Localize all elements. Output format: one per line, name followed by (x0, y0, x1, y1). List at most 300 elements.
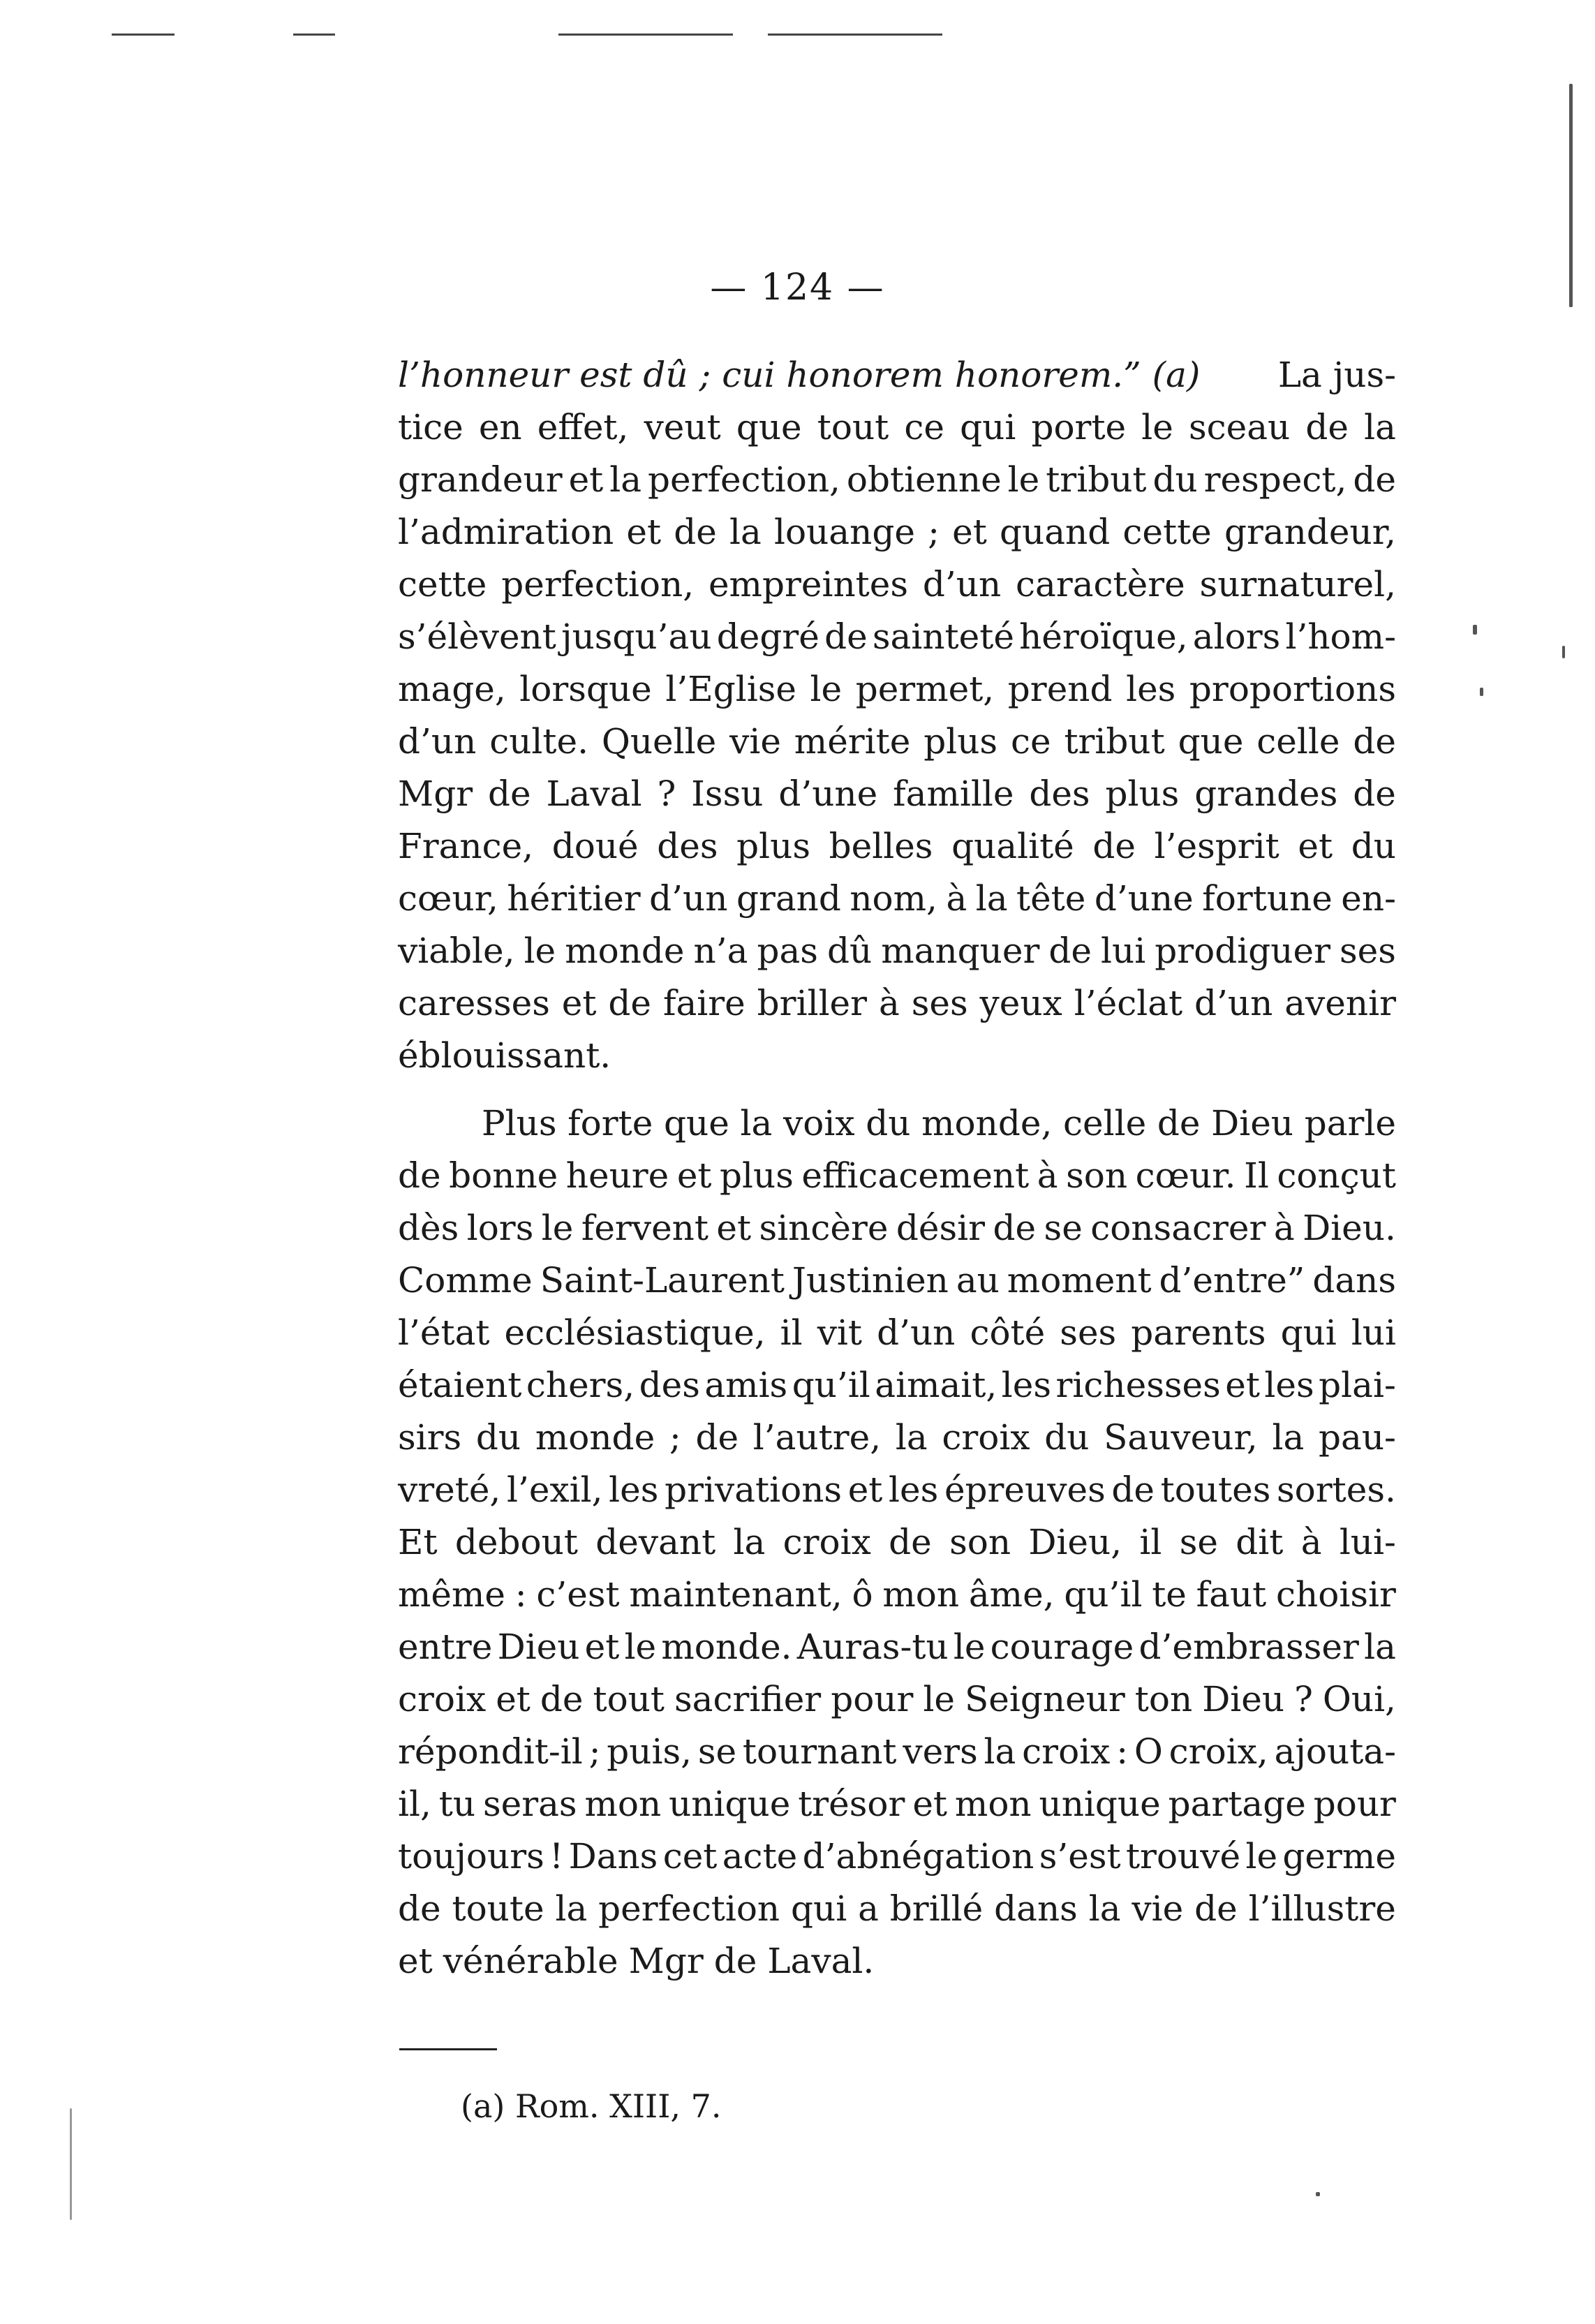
footnote-rule (399, 2048, 497, 2050)
word: du (1152, 459, 1198, 500)
word: l’autre, (752, 1417, 882, 1458)
text-line (398, 1412, 1396, 1464)
text-line (398, 1097, 1396, 1150)
word: n’a (693, 931, 748, 971)
word: s’élèvent (398, 616, 556, 657)
text-line (398, 1830, 1396, 1883)
word: ce (904, 407, 944, 447)
word: manquer (881, 931, 1040, 971)
word: lorsque (519, 669, 652, 709)
word: la (733, 1522, 766, 1562)
word: Il (1244, 1155, 1269, 1196)
word: l’Eglise (665, 669, 796, 709)
scan-speck (1562, 646, 1565, 658)
text-line (398, 611, 1396, 663)
word: et (1225, 1365, 1260, 1405)
paragraph-1 (398, 401, 1396, 1082)
word: et (398, 1941, 433, 1981)
word: du (475, 1417, 521, 1458)
word: Dieu (497, 1627, 580, 1667)
word: dès (398, 1208, 459, 1248)
word: te (1152, 1574, 1187, 1615)
word: vénérable (443, 1941, 618, 1981)
word: se (697, 1731, 737, 1772)
word: croix, (1169, 1731, 1268, 1772)
word: Mgr (398, 774, 473, 814)
word: viable, (398, 931, 515, 971)
word: unique (1039, 1784, 1161, 1824)
scan-speck (1316, 2192, 1320, 2196)
word: fervent (581, 1208, 709, 1248)
word: que (1178, 721, 1244, 762)
word: richesses (1055, 1365, 1221, 1405)
word: son (1066, 1155, 1128, 1196)
word: croix (942, 1417, 1030, 1458)
word: croix (782, 1522, 871, 1562)
word: d’un (649, 878, 728, 919)
word: les (1001, 1365, 1052, 1405)
word: conçut (1277, 1155, 1396, 1196)
word: le (624, 1627, 657, 1667)
word: cet (662, 1836, 718, 1877)
scan-edge-rule (768, 34, 942, 36)
word: effet, (537, 407, 629, 447)
word: et (1298, 826, 1333, 866)
word: perfection, (648, 459, 840, 500)
word: en- (1341, 878, 1396, 919)
word: pau- (1319, 1417, 1396, 1458)
word: dans (994, 1888, 1078, 1929)
word: d’abnégation (802, 1836, 1034, 1877)
word: Dieu, (1028, 1522, 1122, 1562)
word: ses (1340, 931, 1396, 971)
word: et (626, 512, 662, 552)
word: au (956, 1260, 1000, 1301)
word: de (1194, 1888, 1238, 1929)
word: la (555, 1888, 588, 1929)
word: héroïque, (1019, 616, 1188, 657)
word: parents (1131, 1312, 1266, 1353)
word: trouvé (1125, 1836, 1241, 1877)
word: et (561, 983, 597, 1023)
word: et (847, 1470, 883, 1510)
word: c’est (536, 1574, 620, 1615)
word: les (889, 1470, 939, 1510)
word: ; (928, 512, 940, 552)
word: Dans (568, 1836, 658, 1877)
text-line (398, 1150, 1396, 1202)
word: de (1353, 721, 1396, 762)
word: avenir (1284, 983, 1396, 1023)
word: plus (720, 1155, 794, 1196)
word: mon (882, 1574, 960, 1615)
footnote: (a) Rom. XIII, 7. (461, 2087, 722, 2125)
word: tribut (1046, 459, 1147, 500)
word: de (1048, 931, 1092, 971)
word: belles (829, 826, 933, 866)
word: perfection (598, 1888, 780, 1929)
word: de (1353, 774, 1396, 814)
word: les (1264, 1365, 1314, 1405)
word: le (1141, 407, 1173, 447)
word: yeux (979, 983, 1062, 1023)
word: ses (911, 983, 968, 1023)
word: a (858, 1888, 879, 1929)
paragraph-gap (398, 1082, 1396, 1097)
word: Mgr (628, 1941, 704, 1981)
word: pour (831, 1679, 914, 1719)
word: choisir (1276, 1574, 1396, 1615)
text-line (398, 1030, 1396, 1082)
word: tribut (1064, 721, 1165, 762)
word: et (568, 459, 604, 500)
word: que (664, 1103, 729, 1144)
word: cette (398, 564, 487, 605)
word: sacrifier (674, 1679, 822, 1719)
text-line (398, 558, 1396, 611)
word: et (912, 1784, 948, 1824)
word: grandes (1194, 774, 1338, 814)
word: l’illustre (1248, 1888, 1396, 1929)
word: cœur. (1135, 1155, 1236, 1196)
word: le (810, 669, 843, 709)
word: et (952, 512, 987, 552)
word: d’un (1194, 983, 1273, 1023)
word: mérite (794, 721, 911, 762)
word: voix (783, 1103, 855, 1144)
text-line (398, 1464, 1396, 1516)
word: la (729, 512, 762, 552)
word: chers, (526, 1365, 635, 1405)
word: grandeur, (1224, 512, 1396, 552)
word: ton (1134, 1679, 1193, 1719)
word: faut (1196, 1574, 1267, 1615)
word: et (584, 1627, 620, 1667)
word: faire (662, 983, 745, 1023)
word: ce (1010, 721, 1051, 762)
word: des (1029, 774, 1090, 814)
word: la (1364, 407, 1396, 447)
word: courage (990, 1627, 1134, 1667)
word: prend (1007, 669, 1113, 709)
word: de (1353, 459, 1396, 500)
word: lui (1351, 1312, 1396, 1353)
word: amis (704, 1365, 788, 1405)
word: perfection, (501, 564, 695, 605)
text-line (398, 1307, 1396, 1359)
word: la (1364, 1627, 1396, 1667)
word: tête (1016, 878, 1086, 919)
italic-quote: l’honneur est dû ; cui honorem honorem.” (a) (398, 355, 1201, 395)
word: France, (398, 826, 534, 866)
word: ? (657, 774, 676, 814)
word: partage (1168, 1784, 1306, 1824)
word: d’embrasser (1138, 1627, 1359, 1667)
word: âme, (968, 1574, 1055, 1615)
word: dû (827, 931, 873, 971)
word: de (674, 512, 717, 552)
word: de (608, 983, 652, 1023)
word: ecclésiastique, (504, 1312, 766, 1353)
word: lui- (1339, 1522, 1396, 1562)
word: dans (1312, 1260, 1396, 1301)
word: forte (567, 1103, 653, 1144)
word: Seigneur (965, 1679, 1125, 1719)
text-line (398, 977, 1396, 1030)
word: et (676, 1155, 712, 1196)
word: des (639, 1365, 700, 1405)
scan-edge-rule (558, 34, 733, 36)
word: nom, (850, 878, 937, 919)
word: consacrer (1090, 1208, 1266, 1248)
word: ajouta- (1274, 1731, 1396, 1772)
word: de (1305, 407, 1349, 447)
word: monde. (661, 1627, 792, 1667)
word: Auras-tu (796, 1627, 949, 1667)
word: prodiguer (1155, 931, 1330, 971)
text-line (398, 716, 1396, 768)
word: acte (722, 1836, 798, 1877)
word: croix (398, 1679, 487, 1719)
word: sortes. (1277, 1470, 1396, 1510)
word: qu’il (1064, 1574, 1143, 1615)
word: tout (817, 407, 889, 447)
word: l’hom- (1285, 616, 1396, 657)
body-text (398, 349, 1396, 1988)
word: Et (398, 1522, 438, 1562)
word: vie (1132, 1888, 1184, 1929)
word: Oui, (1322, 1679, 1396, 1719)
word: qui (1280, 1312, 1337, 1353)
text-line (398, 1726, 1396, 1778)
word: d’un (922, 564, 1002, 605)
text-line (398, 1254, 1396, 1307)
word: il (780, 1312, 803, 1353)
word: bonne (449, 1155, 558, 1196)
text-line (398, 454, 1396, 506)
word: Dieu (1202, 1679, 1285, 1719)
word: debout (454, 1522, 578, 1562)
word: la (1272, 1417, 1305, 1458)
word: empreintes (708, 564, 908, 605)
word: qualité (951, 826, 1074, 866)
word: il (1139, 1522, 1162, 1562)
word: le (953, 1627, 986, 1667)
word: en (478, 407, 522, 447)
text-line (398, 1673, 1396, 1726)
text-line (398, 1883, 1396, 1935)
word: brillé (889, 1888, 984, 1929)
page-number: — 124 — (710, 267, 885, 309)
text-line (398, 1778, 1396, 1830)
word: de (1092, 826, 1136, 866)
word: le (1007, 459, 1040, 500)
word: à (1273, 1208, 1295, 1248)
word: germe (1282, 1836, 1396, 1877)
word: surnaturel, (1199, 564, 1396, 605)
word: de (695, 1417, 739, 1458)
scan-speck (70, 2108, 72, 2220)
word: répondit-il (398, 1731, 583, 1772)
word: ; (588, 1731, 601, 1772)
scan-speck (1473, 625, 1477, 635)
word: devant (595, 1522, 716, 1562)
word: croix (1022, 1731, 1111, 1772)
word: la (740, 1103, 773, 1144)
word: de (824, 616, 868, 657)
word: ; (669, 1417, 681, 1458)
word: Laval. (767, 1941, 875, 1981)
word: proportions (1189, 669, 1396, 709)
word: du (1044, 1417, 1090, 1458)
word: trésor (798, 1784, 905, 1824)
word: cette (1122, 512, 1212, 552)
word: plai- (1319, 1365, 1396, 1405)
word: : (514, 1574, 527, 1615)
word: se (1044, 1208, 1083, 1248)
word: aimait, (875, 1365, 997, 1405)
word: tout (593, 1679, 665, 1719)
word: monde, (921, 1103, 1053, 1144)
word: celle (1063, 1103, 1147, 1144)
word: veut (644, 407, 721, 447)
word: qui (791, 1888, 847, 1929)
word: plus (1105, 774, 1180, 814)
word: épreuves (944, 1470, 1106, 1510)
word: alors (1192, 616, 1281, 657)
text-line (398, 1935, 1396, 1988)
word: permet, (855, 669, 995, 709)
word: se (1179, 1522, 1218, 1562)
word: briller (757, 983, 868, 1023)
word: O (1134, 1731, 1163, 1772)
scan-speck (1480, 688, 1483, 696)
word: grandeur (398, 459, 563, 500)
word: et (716, 1208, 752, 1248)
word: désir (896, 1208, 986, 1248)
word: d’un (398, 721, 477, 762)
word: tice (398, 407, 463, 447)
word: vreté, (398, 1470, 501, 1510)
word: culte. (489, 721, 588, 762)
text-line (398, 768, 1396, 820)
word: vie (729, 721, 781, 762)
word: à (946, 878, 967, 919)
word: la (975, 878, 1008, 919)
word: et (496, 1679, 531, 1719)
word: d’une (1094, 878, 1194, 919)
word: l’admiration (398, 512, 614, 552)
word: grand (736, 878, 841, 919)
word: d’une (778, 774, 878, 814)
word: qui (960, 407, 1016, 447)
word: plus (923, 721, 998, 762)
word: même (398, 1574, 506, 1615)
word: son (949, 1522, 1011, 1562)
text-line (398, 349, 1396, 401)
word: le (1245, 1836, 1278, 1877)
word: de (993, 1208, 1037, 1248)
word: mon (584, 1784, 662, 1824)
word: le (524, 931, 556, 971)
word: monde (565, 931, 685, 971)
word: doué (551, 826, 639, 866)
word: de (488, 774, 531, 814)
word: d’entre” (1159, 1260, 1305, 1301)
word: d’un (877, 1312, 956, 1353)
scan-edge-rule (112, 34, 175, 36)
word: dit (1236, 1522, 1284, 1562)
word: héritier (507, 878, 641, 919)
word: les (609, 1470, 659, 1510)
word: de (889, 1522, 932, 1562)
word: à (878, 983, 900, 1023)
word: à (1300, 1522, 1322, 1562)
word: vit (817, 1312, 863, 1353)
word: étaient (398, 1365, 522, 1405)
word: des (657, 826, 718, 866)
word: caractère (1016, 564, 1185, 605)
word: privations (665, 1470, 843, 1510)
word: celle (1256, 721, 1340, 762)
text-line (398, 873, 1396, 925)
scan-edge-rule (293, 34, 335, 36)
word: fortune (1202, 878, 1333, 919)
word: de (398, 1155, 441, 1196)
word: de (540, 1679, 584, 1719)
paragraph-2 (398, 1097, 1396, 1988)
word: de (1157, 1103, 1201, 1144)
word: du (1351, 826, 1396, 866)
word: ses (1060, 1312, 1117, 1353)
word: le (923, 1679, 956, 1719)
word: sirs (398, 1417, 462, 1458)
text-line (398, 506, 1396, 558)
word: ? (1294, 1679, 1313, 1719)
text-line (398, 820, 1396, 873)
word: la (984, 1731, 1016, 1772)
word: lors (466, 1208, 534, 1248)
word: caresses (398, 983, 550, 1023)
word: que (736, 407, 802, 447)
word: qu’il (792, 1365, 870, 1405)
word: l’esprit (1154, 826, 1279, 866)
word: parle (1304, 1103, 1396, 1144)
word: Dieu (1211, 1103, 1294, 1144)
word: du (866, 1103, 911, 1144)
word: Quelle (601, 721, 717, 762)
word: Plus (482, 1103, 557, 1144)
word: pas (757, 931, 818, 971)
text-line (398, 925, 1396, 977)
word: sainteté (872, 616, 1014, 657)
word: Comme (398, 1260, 533, 1301)
word: monde (535, 1417, 655, 1458)
word: de (398, 1888, 441, 1929)
word: le (541, 1208, 574, 1248)
word: côté (970, 1312, 1046, 1353)
word: quand (999, 512, 1111, 552)
word: heure (565, 1155, 669, 1196)
word: puis, (607, 1731, 692, 1772)
word: la (1088, 1888, 1121, 1929)
word: ô (852, 1574, 873, 1615)
word: : (1116, 1731, 1129, 1772)
word: maintenant, (629, 1574, 843, 1615)
text-line (398, 1359, 1396, 1412)
word: l’exil, (506, 1470, 603, 1510)
text-line (398, 401, 1396, 454)
